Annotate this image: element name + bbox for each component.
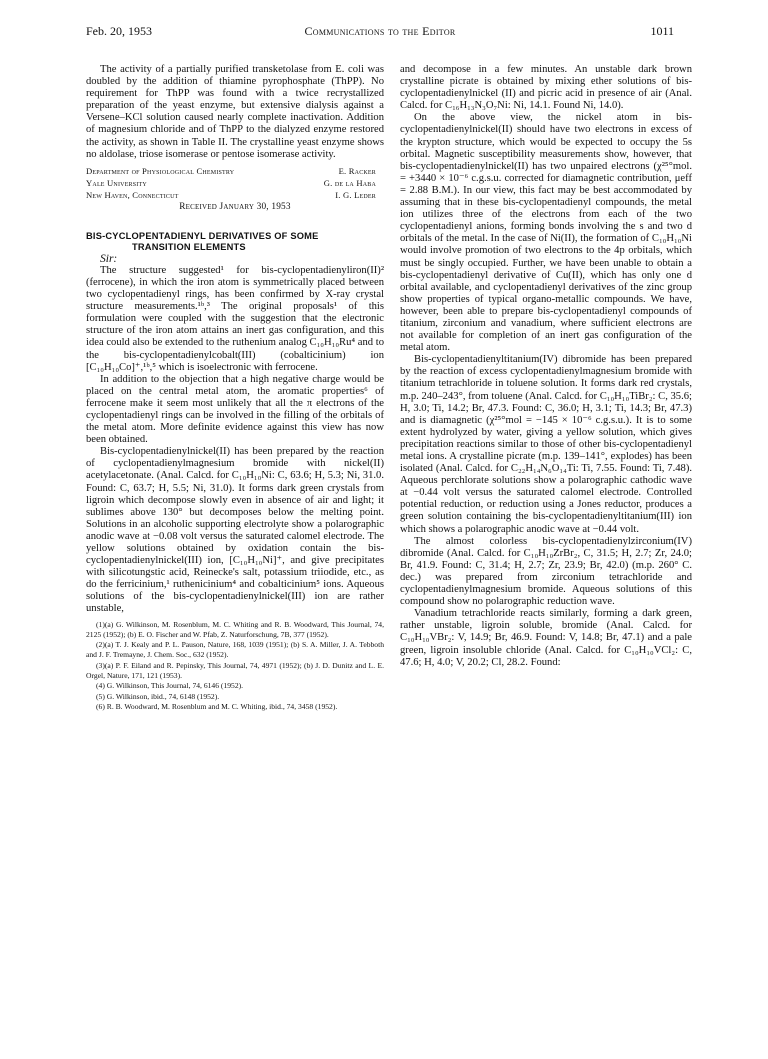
header-page-number: 1011 — [650, 24, 674, 38]
left-column — [86, 64, 384, 712]
article-title-line1: BIS-CYCLOPENTADIENYL DERIVATIVES OF SOME — [86, 230, 319, 241]
author-name: E. Racker — [338, 165, 376, 176]
author-name: I. G. Leder — [335, 189, 376, 200]
letter-paragraph: The activity of a partially purified transketolase from E. coli was doubled by the addition of thiamine pyrophosphate (ThPP). No requirement for ThPP was found with a twice recrystallized preparation of the yeast enzyme, but extensive dialysis against a Versene–KCl solution caused nearly complete inactivation. Addition of magnesium chloride and of ThPP to the dialyzed enzyme restored the activity, as shown in Table II. The crystalline yeast enzyme shows no aldolase, triose isomerase or pentose isomerase activity. — [86, 64, 384, 160]
salutation: Sir: — [100, 252, 118, 265]
footnote: (1)(a) G. Wilkinson, M. Rosenblum, M. C. Whiting and R. B. Woodward, This Journal, 74, 2125 (1952); (b) E. O. Fischer and W. Pfab, Z. Naturforschung, 7B, 377 (1952). — [86, 619, 384, 639]
footnote: (2)(a) T. J. Kealy and P. L. Pauson, Nature, 168, 1039 (1951); (b) S. A. Miller, J. A. Tebboth and J. F. Tremayne, J. Chem. Soc., 632 (1952). — [86, 640, 384, 660]
affiliation-university: Yale University — [86, 177, 147, 188]
body-paragraph: On the above view, the nickel atom in bis-cyclopentadienylnickel(II) should have two electrons in excess of the krypton structure, which would be expected to occupy the 5s orbital. Magnetic susceptibility measurements show, however, that bis-cyclopentadienylnickel(II) has two unpaired electrons (χ²⁵°mol. = +3440 × 10⁻⁶ c.g.s.u. corrected for diamagnetic contribution, μeff = 2.88 B.M.). In our view, this fact may be best accommodated by assuming that in these bis-cyclopentadienyl compounds, the metal ion utilizes three of the electrons from each of the two cyclopentadienyl anions, forming bonds involving the s and two d orbitals of the metal. In the case of Ni(II), the formation of C₁₀H₁₀Ni would involve promotion of two electrons to the 4p orbitals, which must be singly occupied. Further, we have been unable to obtain a bis-cyclopentadienyl derivative of Cu(II), which has only one d orbital available, and cyclopentadienyl derivatives of the zinc group show properties of typical organo-metallic compounds. We have, however, been able to prepare bis-cyclopentadienyl compounds of titanium, zirconium and vanadium, where sufficient electrons are not available for completion of an inert gas configuration of the metal atom. — [400, 112, 692, 354]
footnote: (5) G. Wilkinson, ibid., 74, 6148 (1952). — [96, 691, 220, 701]
footnote: (3)(a) P. F. Eiland and R. Pepinsky, This Journal, 74, 4971 (1952); (b) J. D. Dunitz and L. E. Orgel, Nature, 171, 121 (1953). — [86, 660, 384, 681]
body-paragraph: In addition to the objection that a high negative charge would be placed on the central metal atom, the aromatic properties⁶ of ferrocene make it seem most unlikely that all the π electrons of the cyclopentadienyl rings can be involved in the filling of the orbitals of the metal atom. More definite evidence against this view has now been obtained. — [86, 373, 384, 446]
right-column — [400, 64, 692, 669]
author-affiliation — [86, 165, 384, 213]
body-paragraph: The structure suggested¹ for bis-cyclopentadienyliron(II)² (ferrocene), in which the iron atom is symmetrically placed between two cyclopentadienyl rings, has been confirmed by X-ray crystal structure measurements.¹ᵇ,³ The original proposals¹ of this formulation were coupled with the suggestion that the electronic structure of the iron atom attains an inert gas configuration, and this idea could also be extended to the ruthenium analog C₁₀H₁₀Ru⁴ and to the bis-cyclopentadienylcobalt(III) (cobalticinium) ion [C₁₀H₁₀Co]⁺,¹ᵇ,⁵ which is isoelectronic with ferrocene. — [86, 264, 384, 373]
header-section: Communications to the Editor — [304, 24, 456, 38]
footnote: (6) R. B. Woodward, M. Rosenblum and M. C. Whiting, ibid., 74, 3458 (1952). — [96, 701, 338, 711]
footnote-references — [86, 620, 384, 713]
affiliation-city: New Haven, Connecticut — [86, 189, 179, 200]
body-paragraph: Bis-cyclopentadienylnickel(II) has been prepared by the reaction of cyclopentadienylmagnesium bromide with nickel(II) acetylacetonate. (Anal. Calcd. for C₁₀H₁₀Ni: C, 63.6; H, 5.3; Ni, 31.0. Found: C, 63.7; H, 5.5; Ni, 31.0). It forms dark green crystals from ligroin which decompose slowly even in absence of air and light; it sublimes above 130° but decomposes below the melting point. Solutions in an alcoholic supporting electrolyte show a polarographic anodic wave at −0.08 volt versus the saturated calomel electrode. The yellow solutions obtained by oxidation contain the bis-cyclopentadienylnickel(III) ion, [C₁₀H₁₀Ni]⁺, and give precipitates with silicotungstic acid, Reinecke's salt, potassium triiodide, etc., as do the ferricinium,¹ ruthenicinium⁴ and cobalticinium⁵ ions. Aqueous solutions of the bis-cyclopentadienylnickel(III) ion are rather unstable, — [86, 446, 384, 615]
author-name: G. de la Haba — [323, 177, 376, 188]
body-paragraph: Bis-cyclopentadienyltitanium(IV) dibromide has been prepared by the reaction of excess cyclopentadienylmagnesium bromide with titanium tetrachloride in toluene solution. It forms dark red crystals, m.p. 240–243°, from toluene (Anal. Calcd. for C₁₀H₁₀TiBr₂: C, 35.6; H, 3.0; Ti, 14.2; Br, 47.3. Found: C, 36.0; H, 3.1; Ti, 14.3; Br, 47.3) and is diamagnetic (χ²⁵°mol = −145 × 10⁻⁶ c.g.s.u.). It is to some extent hydrolyzed by water, giving a yellow solution, which gives precipitation reactions similar to those of other bis-cyclopentadienyl metal ions. A crystalline picrate (m.p. 139–141°, explodes) has been isolated (Anal. Calcd. for C₂₂H₁₄N₆O₁₄Ti: Ti, 7.55. Found: Ti, 7.48). Aqueous perchlorate solutions show a polarographic cathodic wave at −0.44 volt versus the saturated calomel electrode. Controlled potential reduction, or reduction using a Jones reductor, produces a green solution containing the bis-cyclopentadienyltitanium(III) ion which shows a polarographic anodic wave at −0.44 volt. — [400, 354, 692, 535]
article-title-line2: TRANSITION ELEMENTS — [132, 241, 246, 252]
affiliation-department: Department of Physiological Chemistry — [86, 165, 235, 176]
received-date: Received January 30, 1953 — [179, 201, 291, 212]
body-paragraph: The almost colorless bis-cyclopentadienylzirconium(IV) dibromide (Anal. Calcd. for C₁₀H₁₀ZrBr₂, C, 31.5; H, 2.7; Zr, 24.0; Br, 41.9. Found: C, 31.4; H, 2.7; Zr, 23.9; Br, 42.0) (m.p. 260° C. dec.) was prepared from zirconium tetrachloride and cyclopentadienylmagnesium bromide. Aqueous solutions of this compound show no polarographic reduction wave. — [400, 535, 692, 608]
body-paragraph: Vanadium tetrachloride reacts similarly, forming a dark green, rather unstable, ligroin soluble, bromide (Anal. Calcd. for C₁₀H₁₀VBr₂: V, 14.9; Br, 46.9. Found: V, 14.8; Br, 47.1) and a pale green, ligroin insoluble chloride (Anal. Calcd. for C₁₀H₁₀VCl₂: C, 47.6; H, 4.0; V, 20.2; Cl, 28.2. Found: — [400, 608, 692, 668]
header-date: Feb. 20, 1953 — [86, 24, 152, 38]
body-paragraph: and decompose in a few minutes. An unstable dark brown crystalline picrate is obtained by mixing ether solutions of bis-cyclopentadienylnickel (II) and picric acid in presence of air (Anal. Calcd. for C₁₆H₁₃N₃O₇Ni: Ni, 14.1. Found Ni, 14.0). — [400, 64, 692, 112]
article-title — [86, 231, 384, 253]
running-header — [86, 24, 674, 40]
footnote: (4) G. Wilkinson, This Journal, 74, 6146 (1952). — [96, 681, 244, 691]
